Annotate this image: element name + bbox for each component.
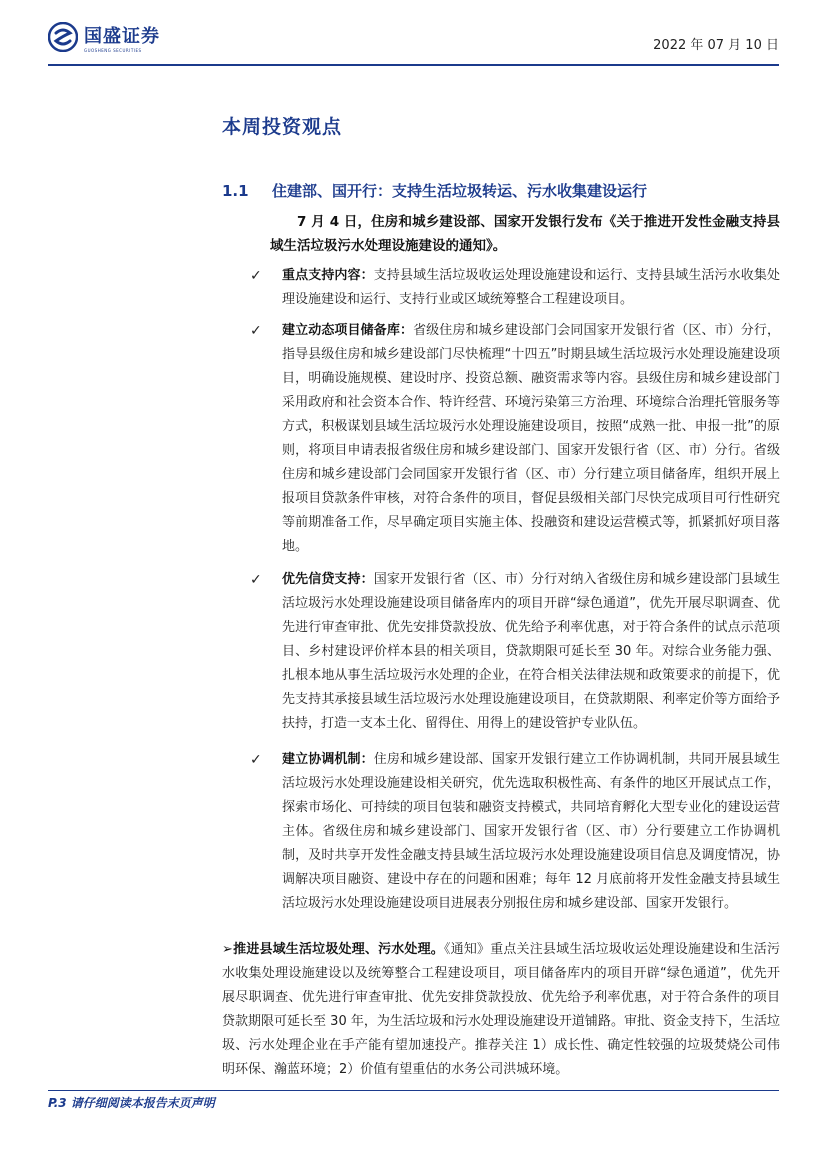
section-title: 本周投资观点 — [222, 116, 343, 138]
bullet-item — [250, 264, 780, 312]
check-icon: ✓ — [250, 323, 262, 339]
bullet-text: 支持县域生活垃圾收运处理设施建设和运行、支持县域生活污水收集处理设施建设和运行、支持行业或区域统筹整合工程建设项目。 — [282, 268, 780, 307]
bullet-label: 重点支持内容： — [282, 268, 374, 283]
arrow-icon: ➢ — [222, 942, 233, 957]
bullet-text: 省级住房和城乡建设部门会同国家开发银行省（区、市）分行，指导县级住房和城乡建设部门尽快梳理“十四五”时期县域生活垃圾污水处理设施建设项目，明确设施规模、建设时序、投资总额、融资需求等内容。县级住房和城乡建设部门采用政府和社会资本合作、特许经营、环境污染第三方治理、环境综合治理托管服务等方式，积极谋划县域生活垃圾污水处理设施建设项目，按照“成熟一批、申报一批”的原则，将项目申请表报省级住房和城乡建设部门、国家开发银行省（区、市）分行。省级住房和城乡建设部门会同国家开发银行省（区、市）分行建立项目储备库，组织开展上报项目贷款条件审核，对符合条件的项目，督促县级相关部门尽快完成项目可行性研究等前期准备工作，尽早确定项目实施主体、投融资和建设运营模式等，抓紧抓好项目落地。 — [282, 323, 780, 554]
page-footer: P.3 请仔细阅读本报告末页声明 — [48, 1096, 215, 1110]
bullet-item — [250, 319, 780, 559]
report-date: 2022 年 07 月 10 日 — [653, 38, 779, 53]
bullet-body — [282, 264, 780, 312]
check-icon: ✓ — [250, 268, 262, 284]
logo-subtext: GUOSHENG SECURITIES — [84, 48, 142, 53]
bullet-label: 建立协调机制： — [282, 752, 374, 767]
logo-text: 国盛证券 — [84, 26, 160, 47]
subsection-title — [222, 180, 647, 201]
footer-divider — [48, 1090, 779, 1091]
page-header — [48, 22, 779, 62]
subsection-text: 住建部、国开行：支持生活垃圾转运、污水收集建设运行 — [272, 182, 648, 200]
summary-text: 《通知》重点关注县域生活垃圾收运处理设施建设和生活污水收集处理设施建设以及统筹整合工程建设项目，项目储备库内的项目开辟“绿色通道”，优先开展尽职调查、优先进行审查审批、优先安排贷款投放、优先给予利率优惠，对于符合条件的项目贷款期限可延长至 30 年，为生活垃圾和污水处理设施建设开道铺路。审批、资金支持下，生活垃圾、污水处理企业在手产能有望加速投产。推荐关注 1）成长性、确定性较强的垃圾焚烧公司伟明环保、瀚蓝环境；2）价值有望重估的水务公司洪城环境。 — [222, 942, 780, 1077]
bullet-body — [282, 319, 780, 559]
bullet-item — [250, 748, 780, 916]
lead-paragraph: 7 月 4 日，住房和城乡建设部、国家开发银行发布《关于推进开发性金融支持县域生活垃圾污水处理设施建设的通知》。 — [270, 214, 780, 254]
bullet-item — [250, 568, 780, 736]
check-icon: ✓ — [250, 752, 262, 768]
subsection-number: 1.1 — [222, 182, 249, 200]
summary-paragraph — [222, 938, 780, 1082]
bullet-label: 优先信贷支持： — [282, 572, 374, 587]
bullet-body — [282, 748, 780, 916]
bullet-label: 建立动态项目储备库： — [282, 323, 414, 338]
header-divider — [48, 64, 779, 66]
bullet-text: 国家开发银行省（区、市）分行对纳入省级住房和城乡建设部门县域生活垃圾污水处理设施建设项目储备库内的项目开辟“绿色通道”，优先开展尽职调查、优先进行审查审批、优先安排贷款投放、优先给予利率优惠，对于符合条件的试点示范项目、乡村建设评价样本县的相关项目，贷款期限可延长至 30 年。对综合业务能力强、扎根本地从事生活垃圾污水处理的企业，在符合相关法律法规和政策要求的前提下，优先支持其承接县域生活垃圾污水处理设施建设项目，在贷款期限、利率定价等方面给予扶持，打造一支本土化、留得住、用得上的建设管护专业队伍。 — [282, 572, 780, 731]
check-icon: ✓ — [250, 572, 262, 588]
logo-icon — [48, 22, 78, 52]
summary-lead: 推进县域生活垃圾处理、污水处理。 — [232, 942, 444, 957]
bullet-text: 住房和城乡建设部、国家开发银行建立工作协调机制，共同开展县域生活垃圾污水处理设施建设相关研究，优先选取积极性高、有条件的地区开展试点工作，探索市场化、可持续的项目包装和融资支持模式，共同培育孵化大型专业化的建设运营主体。省级住房和城乡建设部门、国家开发银行省（区、市）分行要建立工作协调机制，及时共享开发性金融支持县域生活垃圾污水处理设施建设项目信息及调度情况，协调解决项目融资、建设中存在的问题和困难；每年 12 月底前将开发性金融支持县域生活垃圾污水处理设施建设项目进展表分别报住房和城乡建设部、国家开发银行。 — [282, 752, 780, 911]
bullet-body — [282, 568, 780, 736]
